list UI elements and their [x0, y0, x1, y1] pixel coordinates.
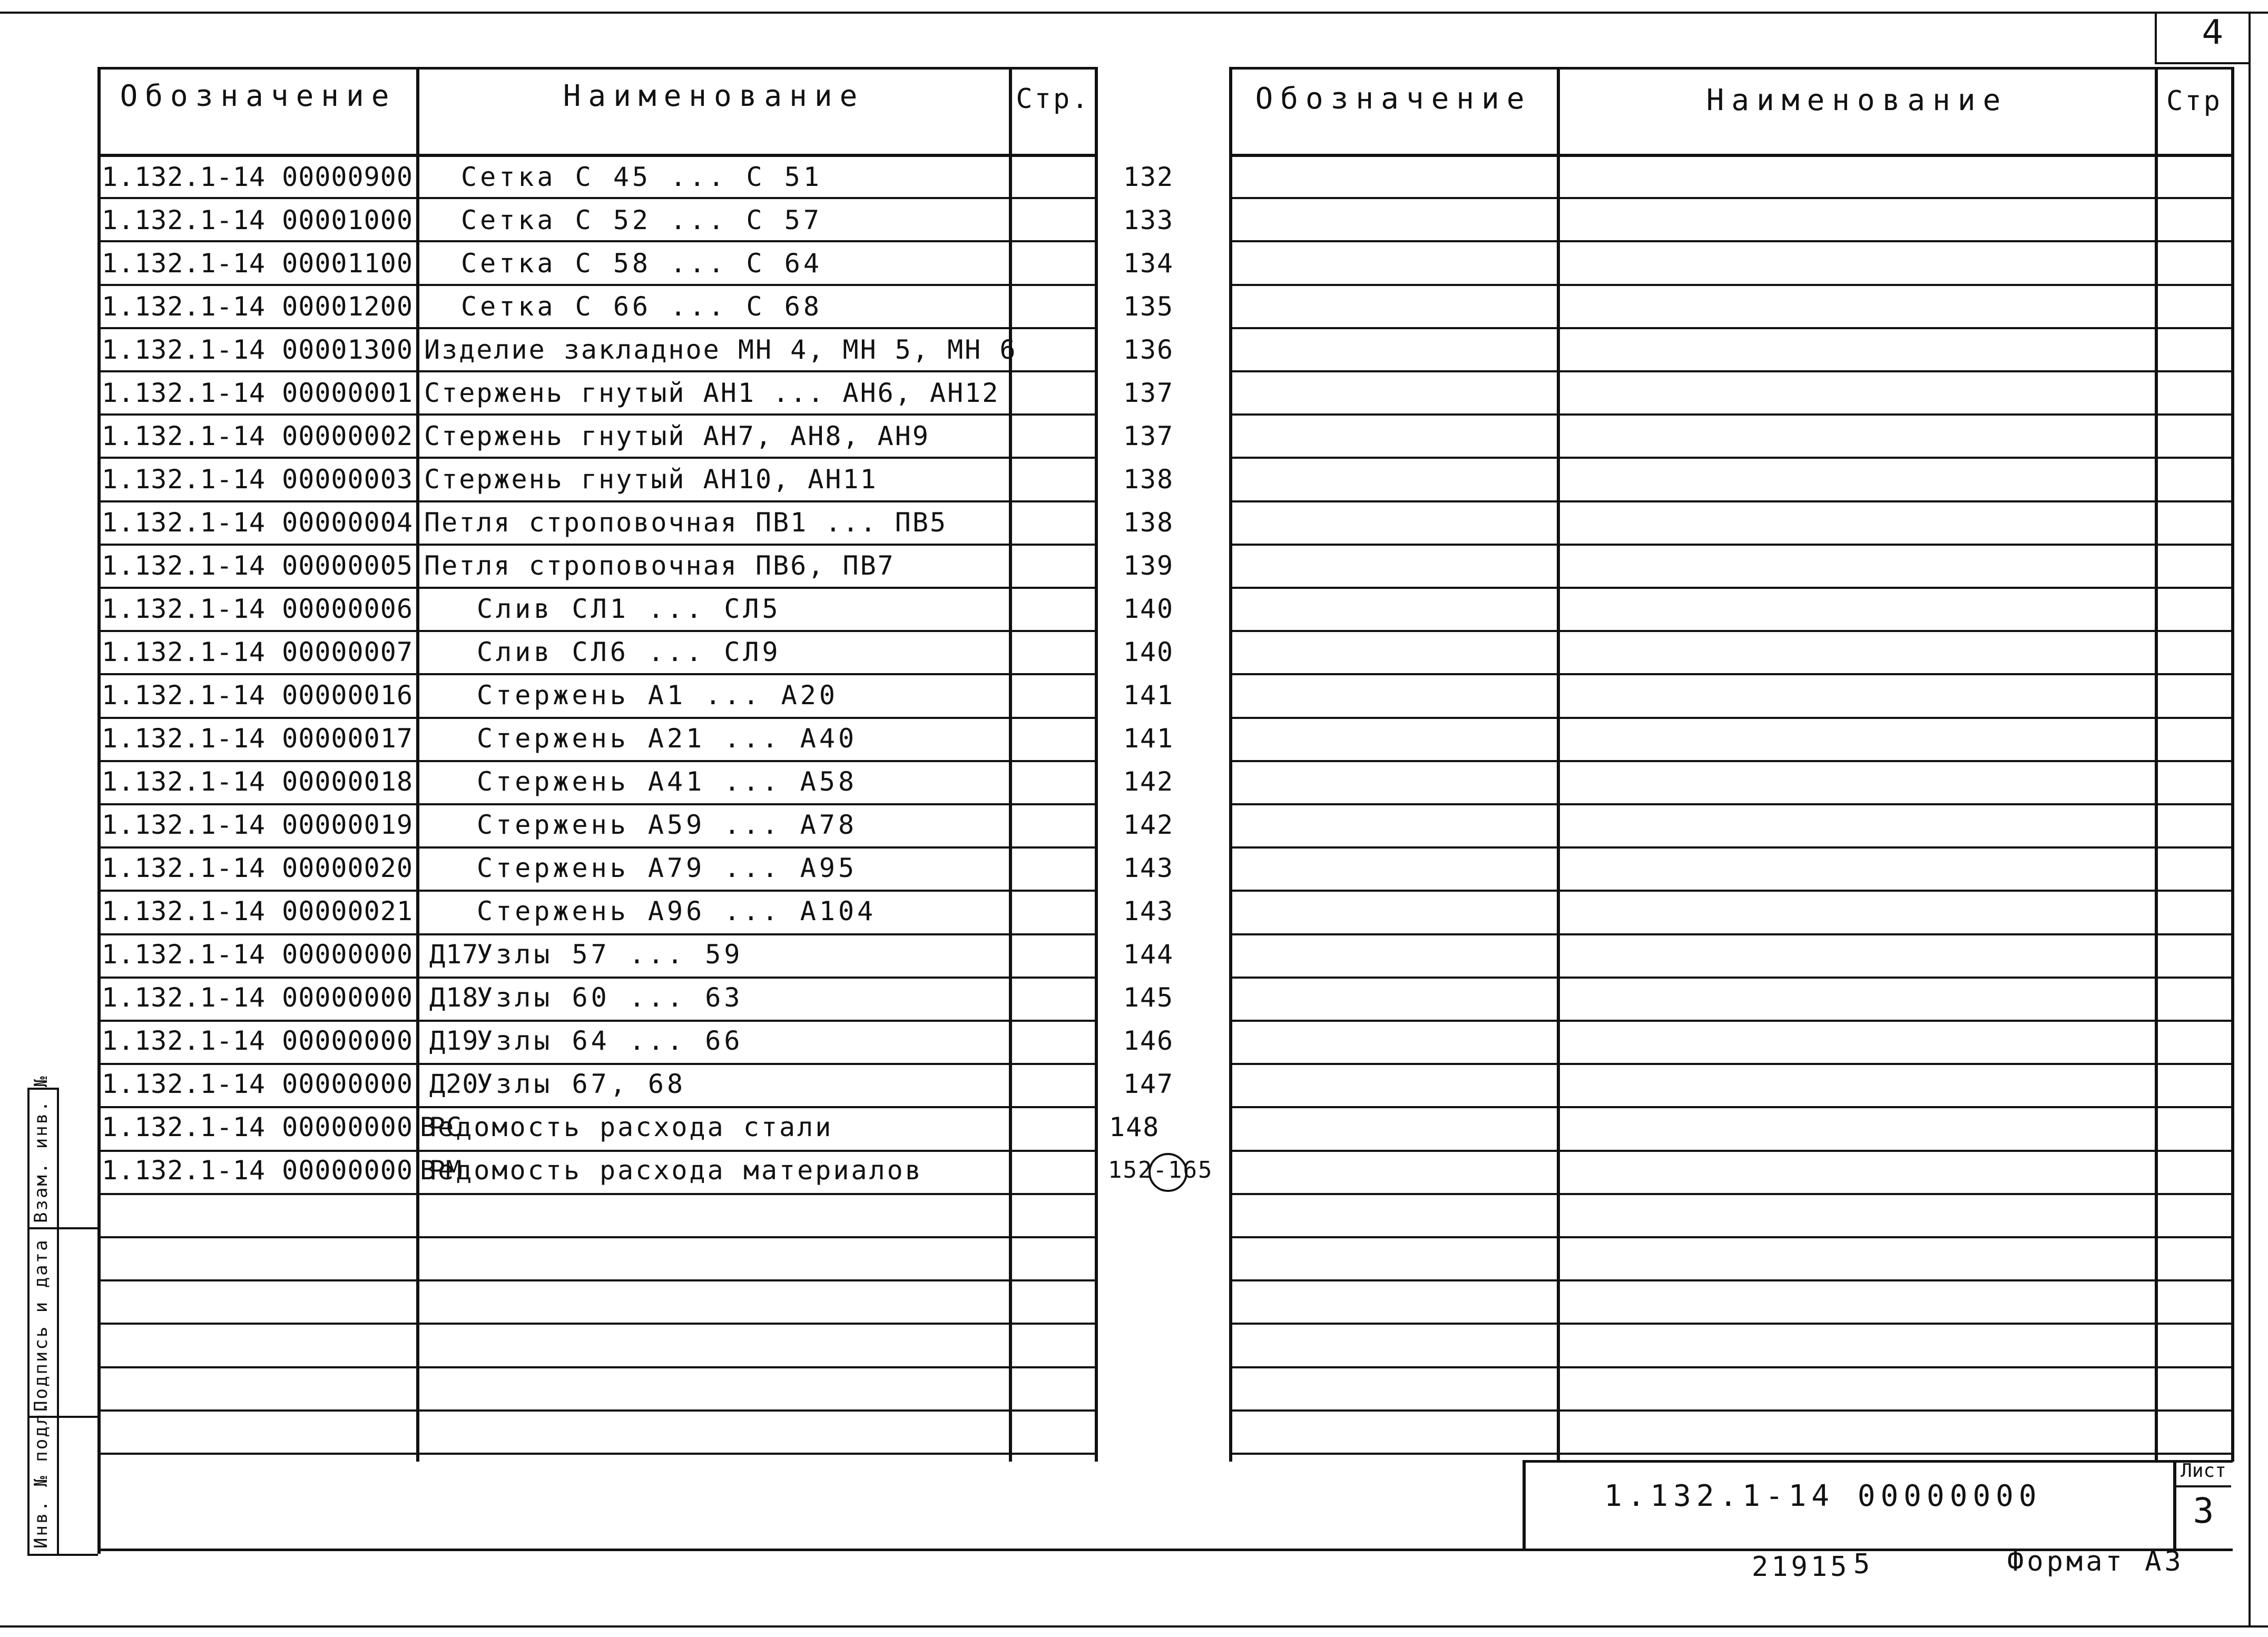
left-header-code: Обозначение — [120, 79, 397, 113]
row-page: 152-165 — [1108, 1157, 1213, 1184]
left-table-top — [97, 67, 1096, 70]
row-rule — [97, 1409, 1096, 1412]
row-code: 1.132.1-14 00001000 — [102, 205, 413, 235]
row-name: Стержень А1 ... А20 — [477, 680, 838, 711]
row-page: 138 — [1123, 464, 1174, 495]
row-rule — [1229, 977, 2233, 979]
row-rule — [97, 1323, 1096, 1325]
row-rule — [1229, 457, 2233, 459]
row-rule — [1229, 413, 2233, 416]
row-code: 1.132.1-14 00000007 — [102, 637, 413, 667]
left-header-page: Стр. — [1016, 83, 1091, 115]
right-header-code: Обозначение — [1255, 82, 1532, 116]
row-page: 145 — [1123, 982, 1174, 1013]
row-code: 1.132.1-14 00001300 — [102, 334, 413, 365]
title-block-stamp-left — [1523, 1460, 1526, 1549]
row-code: 1.132.1-14 00000000 Д19 — [102, 1025, 479, 1056]
row-name: Ведомость расхода материалов — [420, 1155, 923, 1186]
row-rule — [1229, 760, 2233, 762]
row-page: 143 — [1123, 896, 1174, 926]
row-page: 147 — [1123, 1069, 1174, 1099]
row-name: Стержень А79 ... А95 — [477, 853, 858, 883]
side-replace-inv: Взам. инв. № — [31, 1074, 52, 1223]
row-name: Стержень гнутый АН1 ... АН6, АН12 — [424, 378, 1000, 408]
row-rule — [1229, 544, 2233, 546]
right-header-page: Стр — [2166, 85, 2222, 117]
title-block-bottom — [97, 1549, 2233, 1551]
row-page: 139 — [1123, 550, 1174, 581]
row-rule — [1229, 1323, 2233, 1325]
side-stamp-right — [97, 1227, 100, 1554]
row-name: Слив СЛ6 ... СЛ9 — [477, 637, 781, 667]
left-table-divider-1 — [416, 67, 419, 1462]
frame-bottom-line — [0, 1625, 2268, 1628]
row-rule — [97, 1193, 1096, 1195]
row-name: Стержень А21 ... А40 — [477, 723, 858, 754]
row-code: 1.132.1-14 00000004 — [102, 507, 413, 538]
row-code: 1.132.1-14 00000005 — [102, 550, 413, 581]
copy-number: 5 — [1853, 1549, 1873, 1580]
row-rule — [1229, 1106, 2233, 1108]
row-rule — [1229, 370, 2233, 372]
row-page: 134 — [1123, 248, 1174, 279]
side-stamp-outer — [27, 1088, 30, 1554]
row-rule — [1229, 1279, 2233, 1281]
row-name: Сетка С 52 ... С 57 — [461, 205, 822, 235]
row-code: 1.132.1-14 00000000 РМ — [102, 1155, 463, 1186]
row-rule — [1229, 1020, 2233, 1022]
row-name: Узлы 64 ... 66 — [477, 1025, 743, 1056]
row-page: 141 — [1123, 723, 1174, 754]
left-header-name: Наименование — [563, 79, 865, 113]
row-page: 132 — [1123, 162, 1174, 192]
row-page: 146 — [1123, 1025, 1174, 1056]
side-sign-date: Подпись и дата — [31, 1238, 52, 1412]
row-name: Стержень А41 ... А58 — [477, 766, 858, 797]
row-code: 1.132.1-14 00000020 — [102, 853, 413, 883]
row-page: 133 — [1123, 205, 1174, 235]
row-rule — [1229, 284, 2233, 286]
row-code: 1.132.1-14 00000021 — [102, 896, 413, 926]
row-code: 1.132.1-14 00000002 — [102, 421, 413, 451]
row-code: 1.132.1-14 00000000 Д17 — [102, 939, 479, 970]
right-table-header-rule — [1229, 154, 2233, 157]
row-code: 1.132.1-14 00000003 — [102, 464, 413, 495]
row-name: Узлы 67, 68 — [477, 1069, 686, 1099]
row-name: Стержень гнутый АН7, АН8, АН9 — [424, 421, 930, 451]
row-page: 136 — [1123, 334, 1174, 365]
row-rule — [1229, 890, 2233, 892]
row-name: Изделие закладное МН 4, МН 5, МН 6 — [424, 334, 1017, 365]
side-stamp-divider — [57, 1088, 59, 1554]
row-code: 1.132.1-14 00000017 — [102, 723, 413, 754]
row-code: 1.132.1-14 00000900 — [102, 162, 413, 192]
row-name: Стержень гнутый АН10, АН11 — [424, 464, 878, 495]
order-number: 21915 — [1752, 1551, 1850, 1583]
row-rule — [97, 1279, 1096, 1281]
row-page: 144 — [1123, 939, 1174, 970]
row-code: 1.132.1-14 00001100 — [102, 248, 413, 279]
row-rule — [1229, 587, 2233, 589]
sheet-number: 3 — [2193, 1491, 2214, 1531]
right-table-top — [1229, 67, 2233, 70]
row-name: Сетка С 58 ... С 64 — [461, 248, 822, 279]
row-page: 142 — [1123, 810, 1174, 840]
row-rule — [1229, 1150, 2233, 1152]
row-rule — [1229, 630, 2233, 632]
side-inv-no: Инв. № подл. — [31, 1400, 52, 1549]
row-rule — [1229, 197, 2233, 199]
row-rule — [1229, 1409, 2233, 1412]
row-name: Узлы 57 ... 59 — [477, 939, 743, 970]
row-name: Стержень А59 ... А78 — [477, 810, 858, 840]
side-stamp-bottom — [27, 1554, 98, 1556]
row-rule — [97, 1453, 1096, 1455]
sheet-label: Лист — [2181, 1460, 2226, 1482]
row-code: 1.132.1-14 00000018 — [102, 766, 413, 797]
row-rule — [1229, 717, 2233, 719]
format-label: Формат А3 — [2007, 1546, 2184, 1577]
row-page: 137 — [1123, 378, 1174, 408]
row-code: 1.132.1-14 00000019 — [102, 810, 413, 840]
row-page: 148 — [1109, 1112, 1160, 1142]
row-rule — [97, 1236, 1096, 1238]
row-page: 140 — [1123, 594, 1174, 624]
row-name: Стержень А96 ... А104 — [477, 896, 877, 926]
row-name: Сетка С 45 ... С 51 — [461, 162, 822, 192]
row-rule — [1229, 1236, 2233, 1238]
row-page: 137 — [1123, 421, 1174, 451]
row-rule — [1229, 933, 2233, 935]
row-name: Ведомость расхода стали — [420, 1112, 833, 1142]
document-code: 1.132.1-14 00000000 — [1604, 1479, 2042, 1513]
row-code: 1.132.1-14 00000016 — [102, 680, 413, 711]
row-name: Сетка С 66 ... С 68 — [461, 291, 822, 322]
row-code: 1.132.1-14 00000006 — [102, 594, 413, 624]
right-header-name: Наименование — [1706, 83, 2008, 117]
row-name: Петля строповочная ПВ1 ... ПВ5 — [424, 507, 948, 538]
row-page: 141 — [1123, 680, 1174, 711]
row-rule — [1229, 673, 2233, 675]
right-table-border-left — [1229, 67, 1232, 1462]
row-page: 135 — [1123, 291, 1174, 322]
row-rule — [1229, 500, 2233, 502]
title-block-stamp-top — [1523, 1460, 2233, 1463]
row-name: Узлы 60 ... 63 — [477, 982, 743, 1013]
row-name: Слив СЛ1 ... СЛ5 — [477, 594, 781, 624]
sheet-number-box-bottom — [2155, 62, 2250, 64]
row-code: 1.132.1-14 00000000 Д18 — [102, 982, 479, 1013]
row-rule — [1229, 1453, 2233, 1455]
row-rule — [1229, 1193, 2233, 1195]
row-page: 143 — [1123, 853, 1174, 883]
side-stamp-sep-1 — [27, 1227, 98, 1229]
row-code: 1.132.1-14 00000000 Д20 — [102, 1069, 479, 1099]
row-code: 1.132.1-14 00000001 — [102, 378, 413, 408]
row-rule — [1229, 846, 2233, 849]
row-code: 1.132.1-14 00000000 РС — [102, 1112, 463, 1142]
row-rule — [1229, 1366, 2233, 1368]
row-rule — [97, 1366, 1096, 1368]
row-page: 142 — [1123, 766, 1174, 797]
row-rule — [1229, 1063, 2233, 1065]
row-rule — [1229, 327, 2233, 329]
row-code: 1.132.1-14 00001200 — [102, 291, 413, 322]
right-table-divider-2 — [2155, 67, 2158, 1462]
title-block-sheet-rule — [2173, 1485, 2231, 1487]
circled-page-mark — [1148, 1153, 1187, 1192]
right-table-divider-1 — [1557, 67, 1560, 1462]
sheet-number-box-left — [2155, 12, 2157, 62]
row-rule — [1229, 240, 2233, 242]
row-rule — [1229, 803, 2233, 805]
right-table-border-right — [2231, 67, 2234, 1462]
top-sheet-number: 4 — [2202, 13, 2224, 52]
row-page: 140 — [1123, 637, 1174, 667]
row-page: 138 — [1123, 507, 1174, 538]
frame-top-line — [0, 12, 2268, 14]
row-name: Петля строповочная ПВ6, ПВ7 — [424, 550, 895, 581]
frame-right-line — [2249, 12, 2251, 1625]
